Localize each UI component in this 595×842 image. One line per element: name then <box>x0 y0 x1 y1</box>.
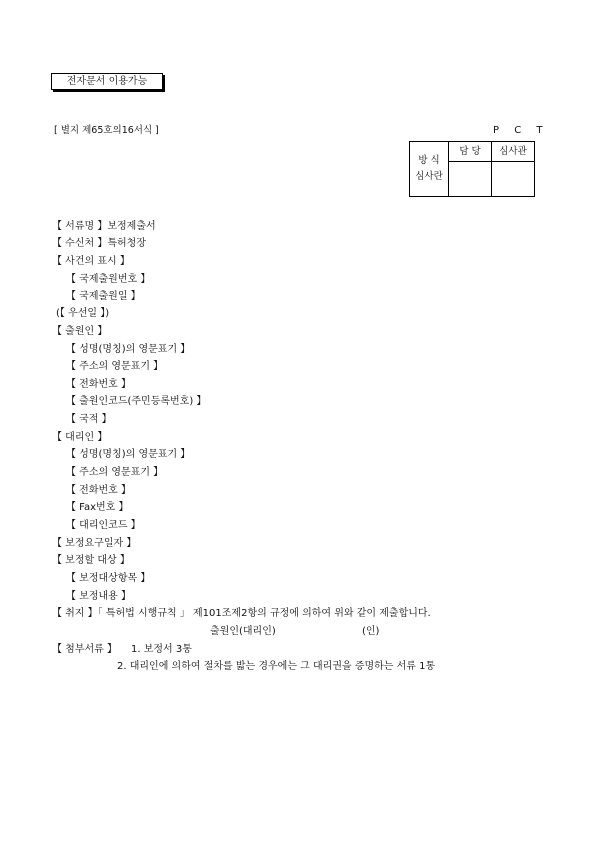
field-agent-english-address: 【 주소의 영문표기 】 <box>66 467 164 478</box>
form-number: [ 별지 제65호의16서식 ] <box>54 125 159 136</box>
field-correction-request-date: 【 보정요구일자 】 <box>52 538 137 549</box>
seal-mark: (인) <box>362 626 380 637</box>
field-intl-filing-date: 【 국제출원일 】 <box>66 291 141 302</box>
approval-head-staff: 담 당 <box>449 142 492 162</box>
approval-head-examiner: 심사관 <box>492 142 535 162</box>
field-agent: 【 대리인 】 <box>52 432 108 443</box>
attachment-item-1: 1. 보정서 3통 <box>131 644 192 655</box>
approval-cell-examiner <box>492 162 535 197</box>
field-purpose: 【 취지 】「 특허법 시행규칙 」 제101조제2항의 규정에 의하여 위와 같이 제출합니다. <box>52 608 431 619</box>
field-agent-phone: 【 전화번호 】 <box>66 485 131 496</box>
attachment-item-2: 2. 대리인에 의하여 절차를 밟는 경우에는 그 대리권을 증명하는 서류 1통 <box>117 661 436 672</box>
field-agent-english-name: 【 성명(명칭)의 영문표기 】 <box>66 449 191 460</box>
field-recipient: 【 수신처 】특허청장 <box>52 238 146 249</box>
field-applicant-nationality: 【 국적 】 <box>66 414 112 425</box>
field-applicant-code: 【 출원인코드(주민등록번호) 】 <box>66 396 207 407</box>
field-correction-content: 【 보정내용 】 <box>66 591 131 602</box>
field-applicant: 【 출원인 】 <box>52 326 108 337</box>
field-correction-target: 【 보정할 대상 】 <box>52 555 130 566</box>
field-intl-application-number: 【 국제출원번호 】 <box>66 274 151 285</box>
approval-side-line1: 방 식 <box>418 155 440 166</box>
pct-label: P C T <box>493 125 549 136</box>
field-agent-fax: 【 Fax번호 】 <box>66 502 129 513</box>
field-case-indication: 【 사건의 표시 】 <box>52 256 130 267</box>
approval-side-label <box>410 142 449 197</box>
field-document-name: 【 서류명 】보정제출서 <box>52 221 156 232</box>
field-applicant-phone: 【 전화번호 】 <box>66 379 131 390</box>
signer-label: 출원인(대리인) <box>210 626 276 637</box>
attachments-label: 【 첨부서류 】 <box>52 644 117 655</box>
e-document-badge: 전자문서 이용가능 <box>51 73 163 90</box>
field-applicant-english-address: 【 주소의 영문표기 】 <box>66 361 164 372</box>
field-applicant-english-name: 【 성명(명칭)의 영문표기 】 <box>66 344 191 355</box>
approval-box <box>409 141 535 197</box>
field-priority-date: (【 우선일 】) <box>56 308 110 319</box>
field-correction-item: 【 보정대상항목 】 <box>66 573 151 584</box>
approval-cell-staff <box>449 162 492 197</box>
field-agent-code: 【 대리인코드 】 <box>66 520 141 531</box>
approval-side-line2: 심사란 <box>415 171 443 182</box>
